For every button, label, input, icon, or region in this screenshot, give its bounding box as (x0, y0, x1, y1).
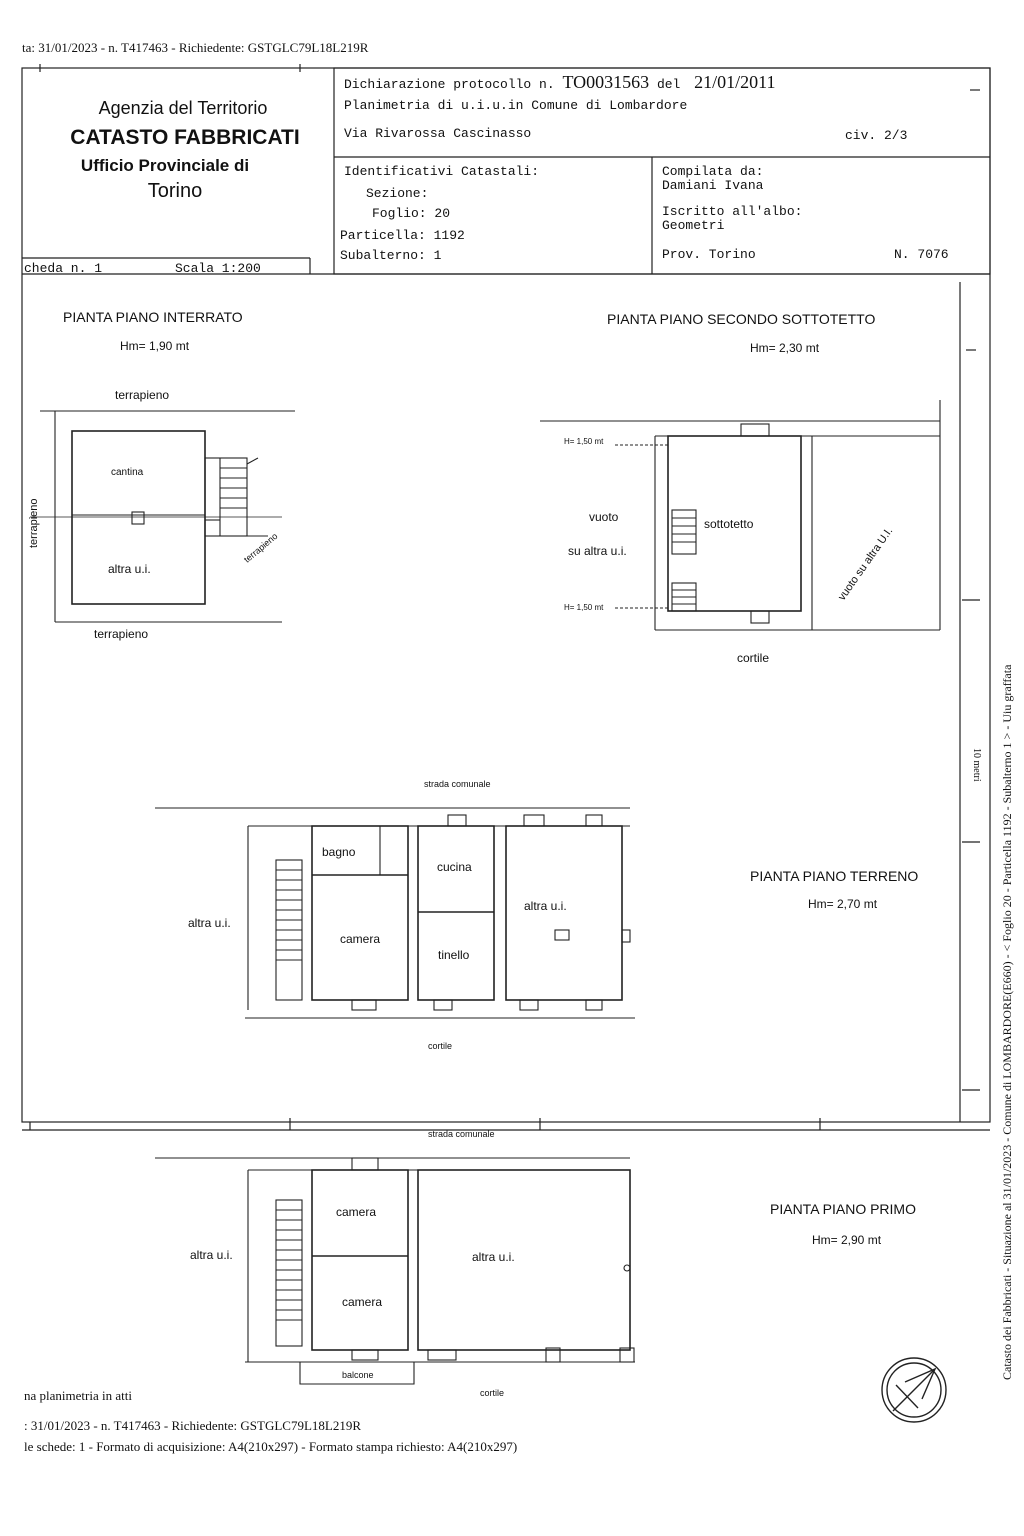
terreno-strada: strada comunale (424, 779, 491, 789)
room-cucina: cucina (437, 860, 472, 874)
terreno-hm: Hm= 2,70 mt (808, 897, 878, 911)
room-camera-terreno: camera (340, 932, 381, 946)
primo-balcone: balcone (342, 1370, 374, 1380)
primo-strada: strada comunale (428, 1129, 495, 1139)
room-bagno: bagno (322, 845, 356, 859)
plan-primo (155, 1158, 635, 1384)
footer-planimetria-in-atti: na planimetria in atti (24, 1388, 132, 1403)
sezione-field: Sezione: (366, 186, 429, 201)
civic-number: civ. 2/3 (845, 128, 908, 143)
protocollo-number: TO0031563 (562, 72, 650, 92)
foglio-field: Foglio: 20 (372, 206, 451, 221)
interrato-terrapieno-top: terrapieno (115, 388, 170, 402)
del-label: del (656, 77, 681, 92)
provincia-field: Prov. Torino (662, 247, 756, 262)
albo-number: N. 7076 (894, 247, 949, 262)
footer-format-line: le schede: 1 - Formato di acquisizione: A4(210x297) - Formato stampa richiesto: A4(210x297) (24, 1439, 518, 1454)
primo-altra-ui-left: altra u.i. (190, 1248, 233, 1262)
compilata-label: Compilata da: (662, 164, 764, 179)
scheda-number: cheda n. 1 (24, 261, 103, 276)
footer-request-line: : 31/01/2023 - n. T417463 - Richiedente: GSTGLC79L18L219R (24, 1418, 362, 1433)
interrato-title: PIANTA PIANO INTERRATO (63, 309, 243, 325)
interrato-terrapieno-left: terrapieno (28, 498, 40, 548)
room-sottotetto: sottotetto (704, 517, 754, 531)
primo-cortile: cortile (480, 1388, 505, 1398)
terreno-cortile: cortile (428, 1041, 453, 1051)
compilata-name: Damiani Ivana (662, 178, 764, 193)
agency-name: Agenzia del Territorio (98, 98, 268, 118)
room-camera-primo-bottom: camera (342, 1295, 383, 1309)
dichiarazione-date: 21/01/2011 (694, 72, 776, 92)
sottotetto-vuoto: vuoto (589, 510, 619, 524)
sottotetto-vuoto-diag: vuoto su altra U.I. (836, 525, 896, 603)
catasto-title: CATASTO FABBRICATI (70, 126, 300, 149)
planimetria-line: Planimetria di u.i.u.in Comune di Lombardore (344, 98, 688, 113)
room-tinello: tinello (438, 948, 470, 962)
north-arrow (882, 1358, 946, 1422)
terreno-altra-ui-left: altra u.i. (188, 916, 231, 930)
terreno-altra-ui-right: altra u.i. (524, 899, 567, 913)
ufficio-label: Ufficio Provinciale di (80, 156, 250, 175)
room-cantina: cantina (111, 467, 144, 478)
interrato-hm: Hm= 1,90 mt (120, 339, 190, 353)
subalterno-field: Subalterno: 1 (340, 248, 442, 263)
room-camera-primo-top: camera (336, 1205, 377, 1219)
primo-title: PIANTA PIANO PRIMO (770, 1201, 916, 1217)
sottotetto-su-altra-ui: su altra u.i. (568, 544, 627, 558)
sottotetto-cortile: cortile (737, 651, 770, 665)
interrato-terrapieno-bottom: terrapieno (94, 627, 149, 641)
scale-metri-label: 10 metri (971, 748, 982, 782)
top-request-line: ta: 31/01/2023 - n. T417463 - Richiedente: GSTGLC79L18L219R (22, 40, 369, 55)
particella-field: Particella: 1192 (340, 228, 465, 243)
primo-hm: Hm= 2,90 mt (812, 1233, 882, 1247)
interrato-altra-ui: altra u.i. (108, 562, 151, 576)
dichiarazione-label: Dichiarazione protocollo n. (344, 77, 555, 92)
sottotetto-hm: Hm= 2,30 mt (750, 341, 820, 355)
iscritto-label: Iscritto all'albo: (662, 204, 803, 219)
plan-interrato (30, 411, 295, 622)
sottotetto-h-top: H= 1,50 mt (564, 437, 604, 446)
iscritto-value: Geometri (662, 218, 725, 233)
vertical-situazione-text: Catasto dei Fabbricati - Situazione al 31/01/2023 - Comune di LOMBARDORE(E660) - < Foglio 20 - Particella 1192 - Subalterno 1 > - Uiu graffata (1000, 664, 1014, 1380)
scala-label: Scala 1:200 (175, 261, 261, 276)
interrato-terrapieno-right: terrapieno (242, 530, 280, 565)
plan-terreno (155, 808, 635, 1018)
dichiarazione-line (344, 72, 776, 93)
identificativi-label: Identificativi Catastali: (344, 164, 540, 179)
sottotetto-h-bottom: H= 1,50 mt (564, 603, 604, 612)
ufficio-city: Torino (147, 180, 203, 202)
terreno-title: PIANTA PIANO TERRENO (750, 868, 919, 884)
address-line: Via Rivarossa Cascinasso (344, 126, 532, 141)
sottotetto-title: PIANTA PIANO SECONDO SOTTOTETTO (607, 311, 876, 327)
primo-altra-ui-center: altra u.i. (472, 1250, 515, 1264)
